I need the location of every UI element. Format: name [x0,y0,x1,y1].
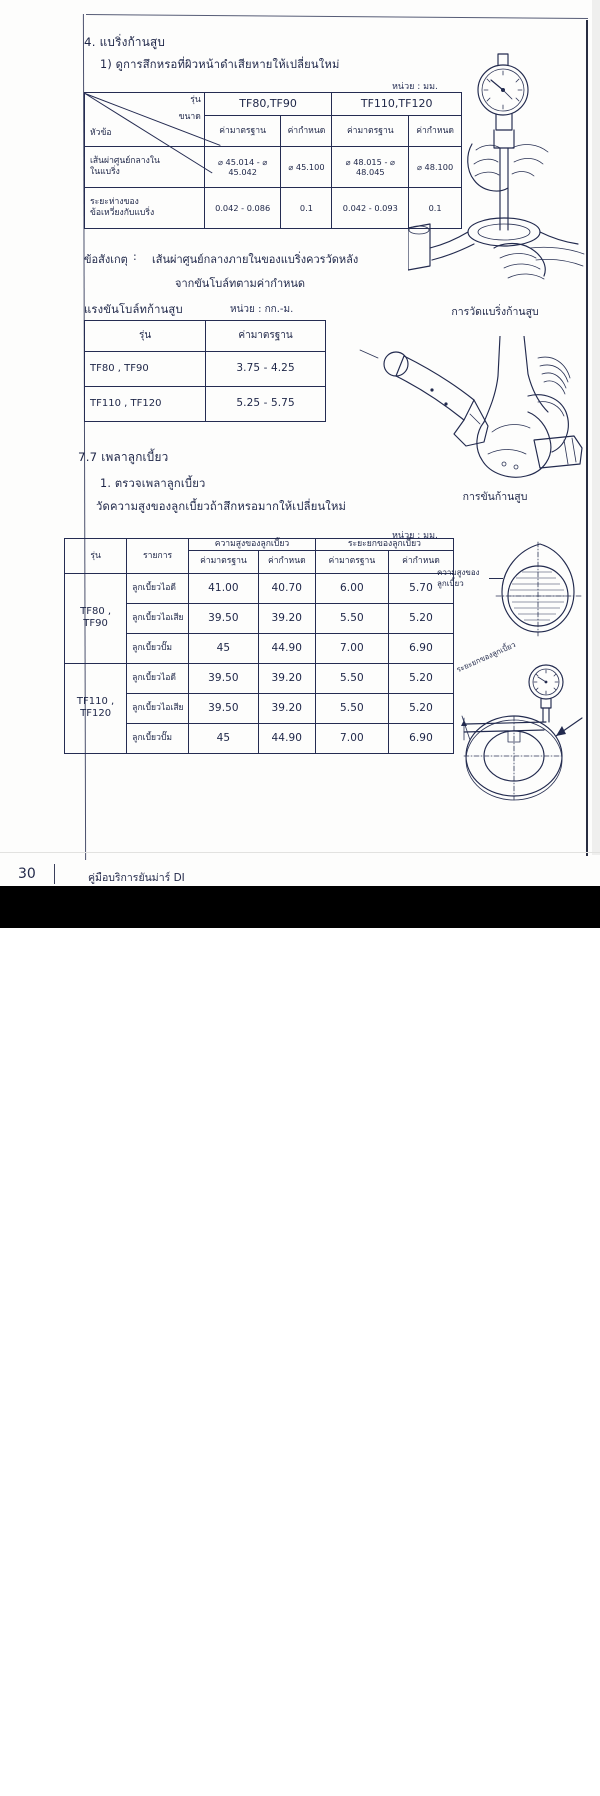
cell-value: ⌀ 48.100 [409,147,462,188]
table-row [65,663,454,693]
subheader-std-1: ค่ามาตรฐาน [204,116,281,147]
row-label-line2: ข้อเหวี่ยงกับแบริ่ง [90,208,155,218]
cam-item-label: ลูกเบี้ยวไอเสีย [127,603,189,633]
cam-height-label-line1: ความสูงของ [437,568,480,577]
row-label-crank-clearance [85,188,205,229]
row-label-inner-diameter [85,147,205,188]
cell-value: 5.20 [388,663,453,693]
cell-value: ⌀ 48.015 - ⌀ 48.045 [332,147,409,188]
table-row [85,147,462,188]
cell-value: 45 [189,723,259,753]
rod-bearing-subheading: 1) ดูการสึกหรอที่ผิวหน้าดำเสียหายให้เปลี่ยนใหม่ [100,58,340,71]
cam-group-header-height: ความสูงของลูกเบี้ยว [189,539,316,551]
row-label-line1: เส้นผ่าศูนย์กลางใน [90,156,160,167]
torque-header-standard: ค่ามาตรฐาน [206,321,326,352]
cam-height-leader-line [489,578,503,579]
cam-subheader-std-2: ค่ามาตรฐาน [315,550,388,573]
torque-header-model: รุ่น [85,321,206,352]
cell-value: 5.50 [315,693,388,723]
cell-value: 5.20 [388,603,453,633]
cell-value: 39.20 [258,603,315,633]
cam-item-label: ลูกเบี้ยวไอเสีย [127,693,189,723]
cell-value: 6.90 [388,633,453,663]
cell-value: 41.00 [189,573,259,603]
camshaft-subheading-2: วัดความสูงของลูกเบี้ยวถ้าสึกหรอมากให้เปลี่ยนใหม่ [96,500,347,513]
cell-value: 7.00 [315,723,388,753]
cell-value: 0.1 [409,188,462,229]
cam-item-label: ลูกเบี้ยวปั๊ม [127,723,189,753]
cell-value: 40.70 [258,573,315,603]
cell-value: 39.50 [189,693,259,723]
rod-bearing-table [84,92,462,229]
cell-value: ⌀ 45.100 [281,147,332,188]
cam-subheader-limit-1: ค่ากำหนด [258,550,315,573]
cam-group-header-lift: ระยะยกของลูกเบี้ยว [315,539,453,551]
torque-row-model: TF80 , TF90 [85,352,206,387]
cam-lift-drawing [452,660,592,810]
illustration-rod-torque [358,336,593,481]
illustration-caption-rod-torque: การขันก้านสูบ [462,491,528,503]
camshaft-subheading-1: 1. ตรวจเพลาลูกเบี้ยว [100,477,206,490]
model-group-header-1: TF80,TF90 [204,93,332,116]
note-label: ข้อสังเกตุ [84,253,128,266]
torque-row-model: TF110 , TF120 [85,387,206,422]
cam-lift-label: ระยะยกของลูกเบี้ยว [455,640,517,675]
cell-value: 39.50 [189,603,259,633]
table-row [65,573,454,603]
cam-item-label: ลูกเบี้ยวปั๊ม [127,633,189,663]
cell-value: 45 [189,633,259,663]
cam-height-drawing [490,540,590,640]
table-row [85,188,462,229]
diagonal-header-cell [85,93,205,147]
illustration-caption-rod-bearing: การวัดแบริ่งก้านสูบ [451,306,539,318]
row-label-line1: ระยะห่างของ [90,197,139,208]
cell-value: 6.00 [315,573,388,603]
footer-separator [54,864,55,884]
rod-bearing-unit-label: หน่วย : มม. [392,82,438,92]
watermark-text: [1087x1654] https://uplc.me/ [412,1783,592,1796]
subheader-limit-2: ค่ากำหนด [409,116,462,147]
note-line-1: เส้นผ่าศูนย์กลางภายในของแบริ่งควรวัดหลัง [152,253,359,266]
table-row [85,321,326,352]
table-row [85,93,462,116]
cell-value: 6.90 [388,723,453,753]
cell-value: 7.00 [315,633,388,663]
page-number: 30 [18,866,36,882]
footer-divider [0,852,600,853]
subheader-limit-1: ค่ากำหนด [281,116,332,147]
subheader-std-2: ค่ามาตรฐาน [332,116,409,147]
cell-value: ⌀ 45.014 - ⌀ 45.042 [204,147,281,188]
cam-group-model: TF110 , TF120 [65,663,127,753]
table-row [85,387,326,422]
cell-value: 5.20 [388,693,453,723]
camshaft-table [64,538,454,754]
cell-value: 39.50 [189,663,259,693]
header-corner-model: รุ่น [190,95,201,105]
cam-header-model: รุ่น [65,539,127,574]
cell-value: 0.042 - 0.086 [204,188,281,229]
camshaft-unit-label: หน่วย : มม. [392,531,438,541]
cam-height-label [437,568,480,590]
cam-item-label: ลูกเบี้ยวไอดี [127,573,189,603]
row-label-line2: ในแบริ่ง [90,167,120,177]
note-line-2: จากขันโบล์ทตามค่ากำหนด [175,277,306,290]
cell-value: 39.20 [258,663,315,693]
cam-subheader-std-1: ค่ามาตรฐาน [189,550,259,573]
note-colon: : [133,250,137,263]
table-row [85,352,326,387]
header-corner-size: ขนาด [178,112,201,122]
illustration-cam-lift [452,660,592,810]
camshaft-heading: 7.7 เพลาลูกเบี้ยว [78,450,169,464]
rod-bearing-measurement-drawing [408,52,593,292]
cam-height-label-line2: ลูกเบี้ยว [437,578,464,588]
rod-torque-heading: แรงขันโบล์ทก้านสูบ [84,303,183,316]
footer-title: คู่มือบริการยันม่าร์ DI [88,872,185,884]
header-corner-topic: หัวข้อ [90,128,112,139]
cell-value: 44.90 [258,633,315,663]
cam-group-model: TF80 , TF90 [65,573,127,663]
rod-torque-drawing [358,336,593,481]
illustration-rod-bearing-measurement [408,52,593,292]
cell-value: 5.70 [388,573,453,603]
rod-torque-table [84,320,326,422]
cell-value: 44.90 [258,723,315,753]
cell-value: 5.50 [315,603,388,633]
page-border-top [86,14,588,19]
model-group-header-2: TF110,TF120 [332,93,462,116]
table-row [65,539,454,551]
cell-value: 0.042 - 0.093 [332,188,409,229]
cam-subheader-limit-2: ค่ากำหนด [388,550,453,573]
torque-row-value: 3.75 - 4.25 [206,352,326,387]
rod-bearing-heading: 4. แบริ่งก้านสูบ [84,35,166,49]
torque-row-value: 5.25 - 5.75 [206,387,326,422]
page-edge-shadow [592,0,600,855]
cell-value: 0.1 [281,188,332,229]
cam-item-label: ลูกเบี้ยวไอดี [127,663,189,693]
cell-value: 5.50 [315,663,388,693]
cam-header-item: รายการ [127,539,189,574]
rod-torque-unit-label: หน่วย : กก.-ม. [230,304,294,315]
cell-value: 39.20 [258,693,315,723]
illustration-cam-height [490,540,590,640]
watermark-bar [0,886,600,1796]
